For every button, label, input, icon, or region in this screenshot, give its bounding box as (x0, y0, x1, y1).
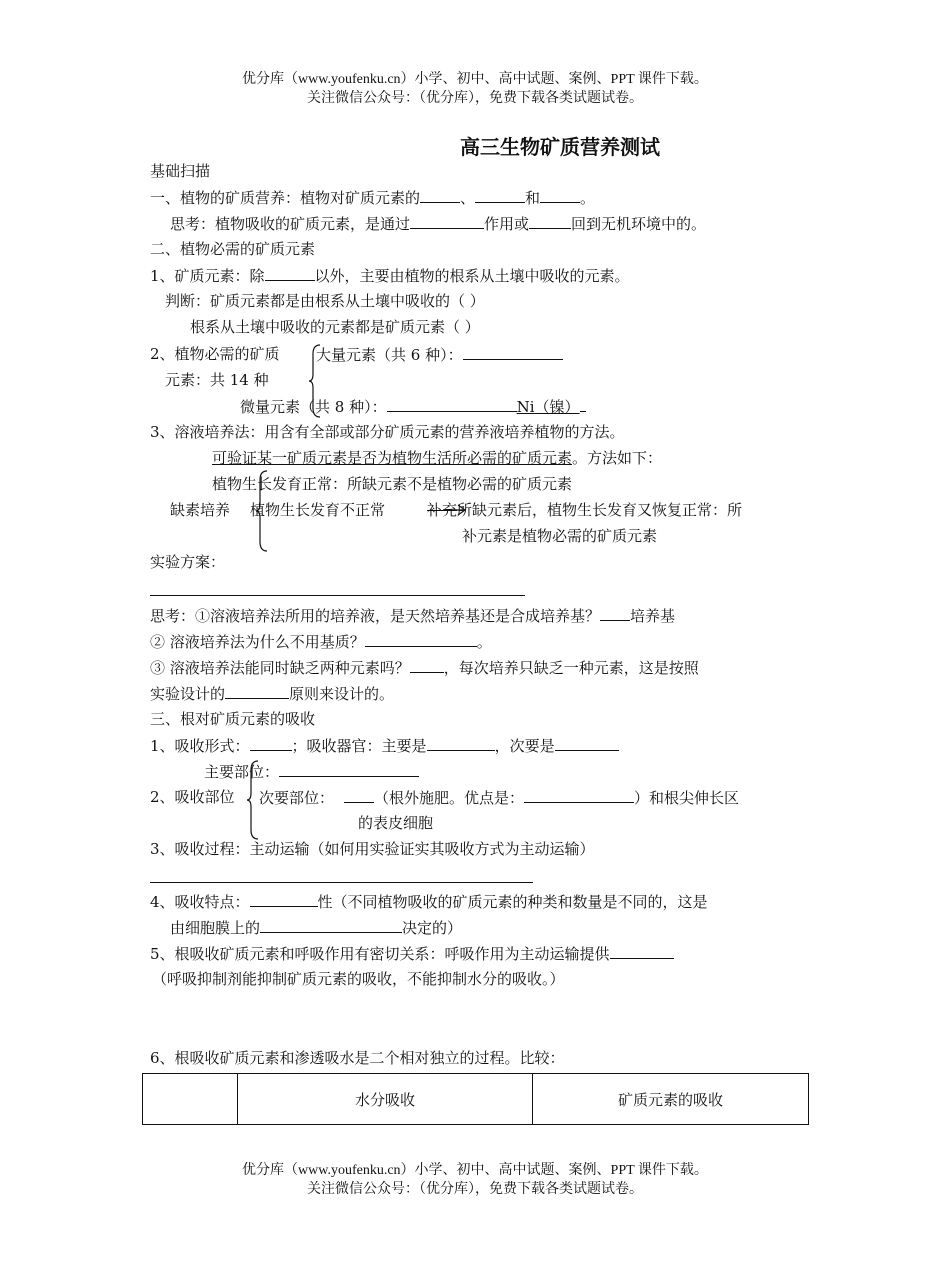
s3-4: 4、吸收特点： 性（不同植物吸收的矿质元素的种类和数量是不同的，这是 (150, 893, 708, 911)
micro-ni: Ni（镍） (516, 398, 580, 416)
main-part: 主要部位： (204, 761, 419, 782)
part-brace (246, 760, 260, 840)
arrow-icon (443, 504, 469, 516)
s3-2a: 2、吸收部位 (150, 788, 235, 806)
s1-think: 思考：植物吸收的矿质元素，是通过 作用或 回到无机环境中的。 (170, 215, 707, 233)
section-basic: 基础扫描 (150, 162, 211, 180)
s3-4b: 由细胞膜上的 决定的） (170, 919, 463, 937)
s2-1: 1、矿质元素：除 以外，主要由植物的根系从土壤中吸收的元素。 (150, 267, 630, 285)
s2-2b: 元素：共 14 种 (165, 371, 269, 389)
s3-3: 3、吸收过程：主动运输（如何用实验证实其吸收方式为主动运输） (150, 840, 595, 858)
think-3b: 实验设计的 原则来设计的。 (150, 685, 395, 703)
page-title: 高三生物矿质营养测试 (460, 135, 660, 159)
s1-line: 一、植物的矿质营养：植物对矿质元素的 、 和 。 (150, 189, 596, 207)
table-cell-blank (143, 1074, 238, 1125)
s2-title: 二、植物必需的矿质元素 (150, 240, 316, 258)
verify-line: 可验证某一矿质元素是否为植物生活所必需的矿质元素。方法如下： (212, 449, 663, 467)
think-3: ③ 溶液培养法能同时缺乏两种元素吗？ ，每次培养只缺乏一种元素，这是按照 (150, 659, 699, 677)
s2-judge-2: 根系从土壤中吸收的元素都是矿质元素（ ） (190, 318, 480, 336)
cult-after-2: 补元素是植物必需的矿质元素 (462, 527, 658, 545)
table-row (143, 1074, 809, 1125)
s2-2a: 2、植物必需的矿质 (150, 345, 280, 363)
s3-6: 6、根吸收矿质元素和渗透吸水是二个相对独立的过程。比较： (150, 1049, 565, 1067)
cult-normal: 植物生长发育正常：所缺元素不是植物必需的矿质元素 (212, 475, 573, 493)
header-line-2: 关注微信公众号：（优分库），免费下载各类试题试卷。 (307, 91, 643, 106)
micro-elements: 微量元素（共 8 种）： Ni（镍） (240, 396, 586, 417)
s3-3-answer-line (150, 882, 533, 883)
table-header-water: 水分吸收 (238, 1074, 533, 1125)
footer-line-1: 优分库（www.youfenku.cn）小学、初中、高中试题、案例、PPT 课件下载。 (242, 1163, 708, 1178)
comparison-table (142, 1073, 809, 1125)
footer-line-2: 关注微信公众号：（优分库），免费下载各类试题试卷。 (307, 1182, 643, 1197)
s3-title: 三、根对矿质元素的吸收 (150, 710, 316, 728)
cult-label: 缺素培养 (170, 501, 231, 519)
plan-answer-line (150, 595, 525, 596)
s3-5: 5、根吸收矿质元素和呼吸作用有密切关系：呼吸作用为主动运输提供 (150, 943, 674, 964)
macro-elements: 大量元素（共 6 种）： (316, 344, 563, 365)
s3-5b: （呼吸抑制剂能抑制矿质元素的吸收，不能抑制水分的吸收。） (152, 970, 565, 988)
cult-add: 补充所缺元素后，植物生长发育又恢复正常：所 (427, 501, 743, 519)
plan-label: 实验方案： (150, 553, 226, 571)
header-line-1: 优分库（www.youfenku.cn）小学、初中、高中试题、案例、PPT 课件下载。 (242, 72, 708, 87)
s3-2e: 的表皮细胞 (358, 814, 434, 832)
table-header-mineral: 矿质元素的吸收 (533, 1074, 809, 1125)
s3-2b: 次要部位： （根外施肥。优点是： ）和根尖伸长区 (259, 789, 740, 807)
think-2: ② 溶液培养法为什么不用基质？ 。 (150, 633, 492, 651)
s3-1: 1、吸收形式： ；吸收器官：主要是 ，次要是 (150, 735, 619, 756)
cult-abnormal: 植物生长发育不正常 (250, 501, 386, 519)
s2-judge-1: 判断：矿质元素都是由根系从土壤中吸收的（ ） (165, 292, 485, 310)
think-1: 思考：①溶液培养法所用的培养液，是天然培养基还是合成培养基？ 培养基 (150, 607, 676, 625)
s2-3: 3、溶液培养法：用含有全部或部分矿质元素的营养液培养植物的方法。 (150, 423, 625, 441)
